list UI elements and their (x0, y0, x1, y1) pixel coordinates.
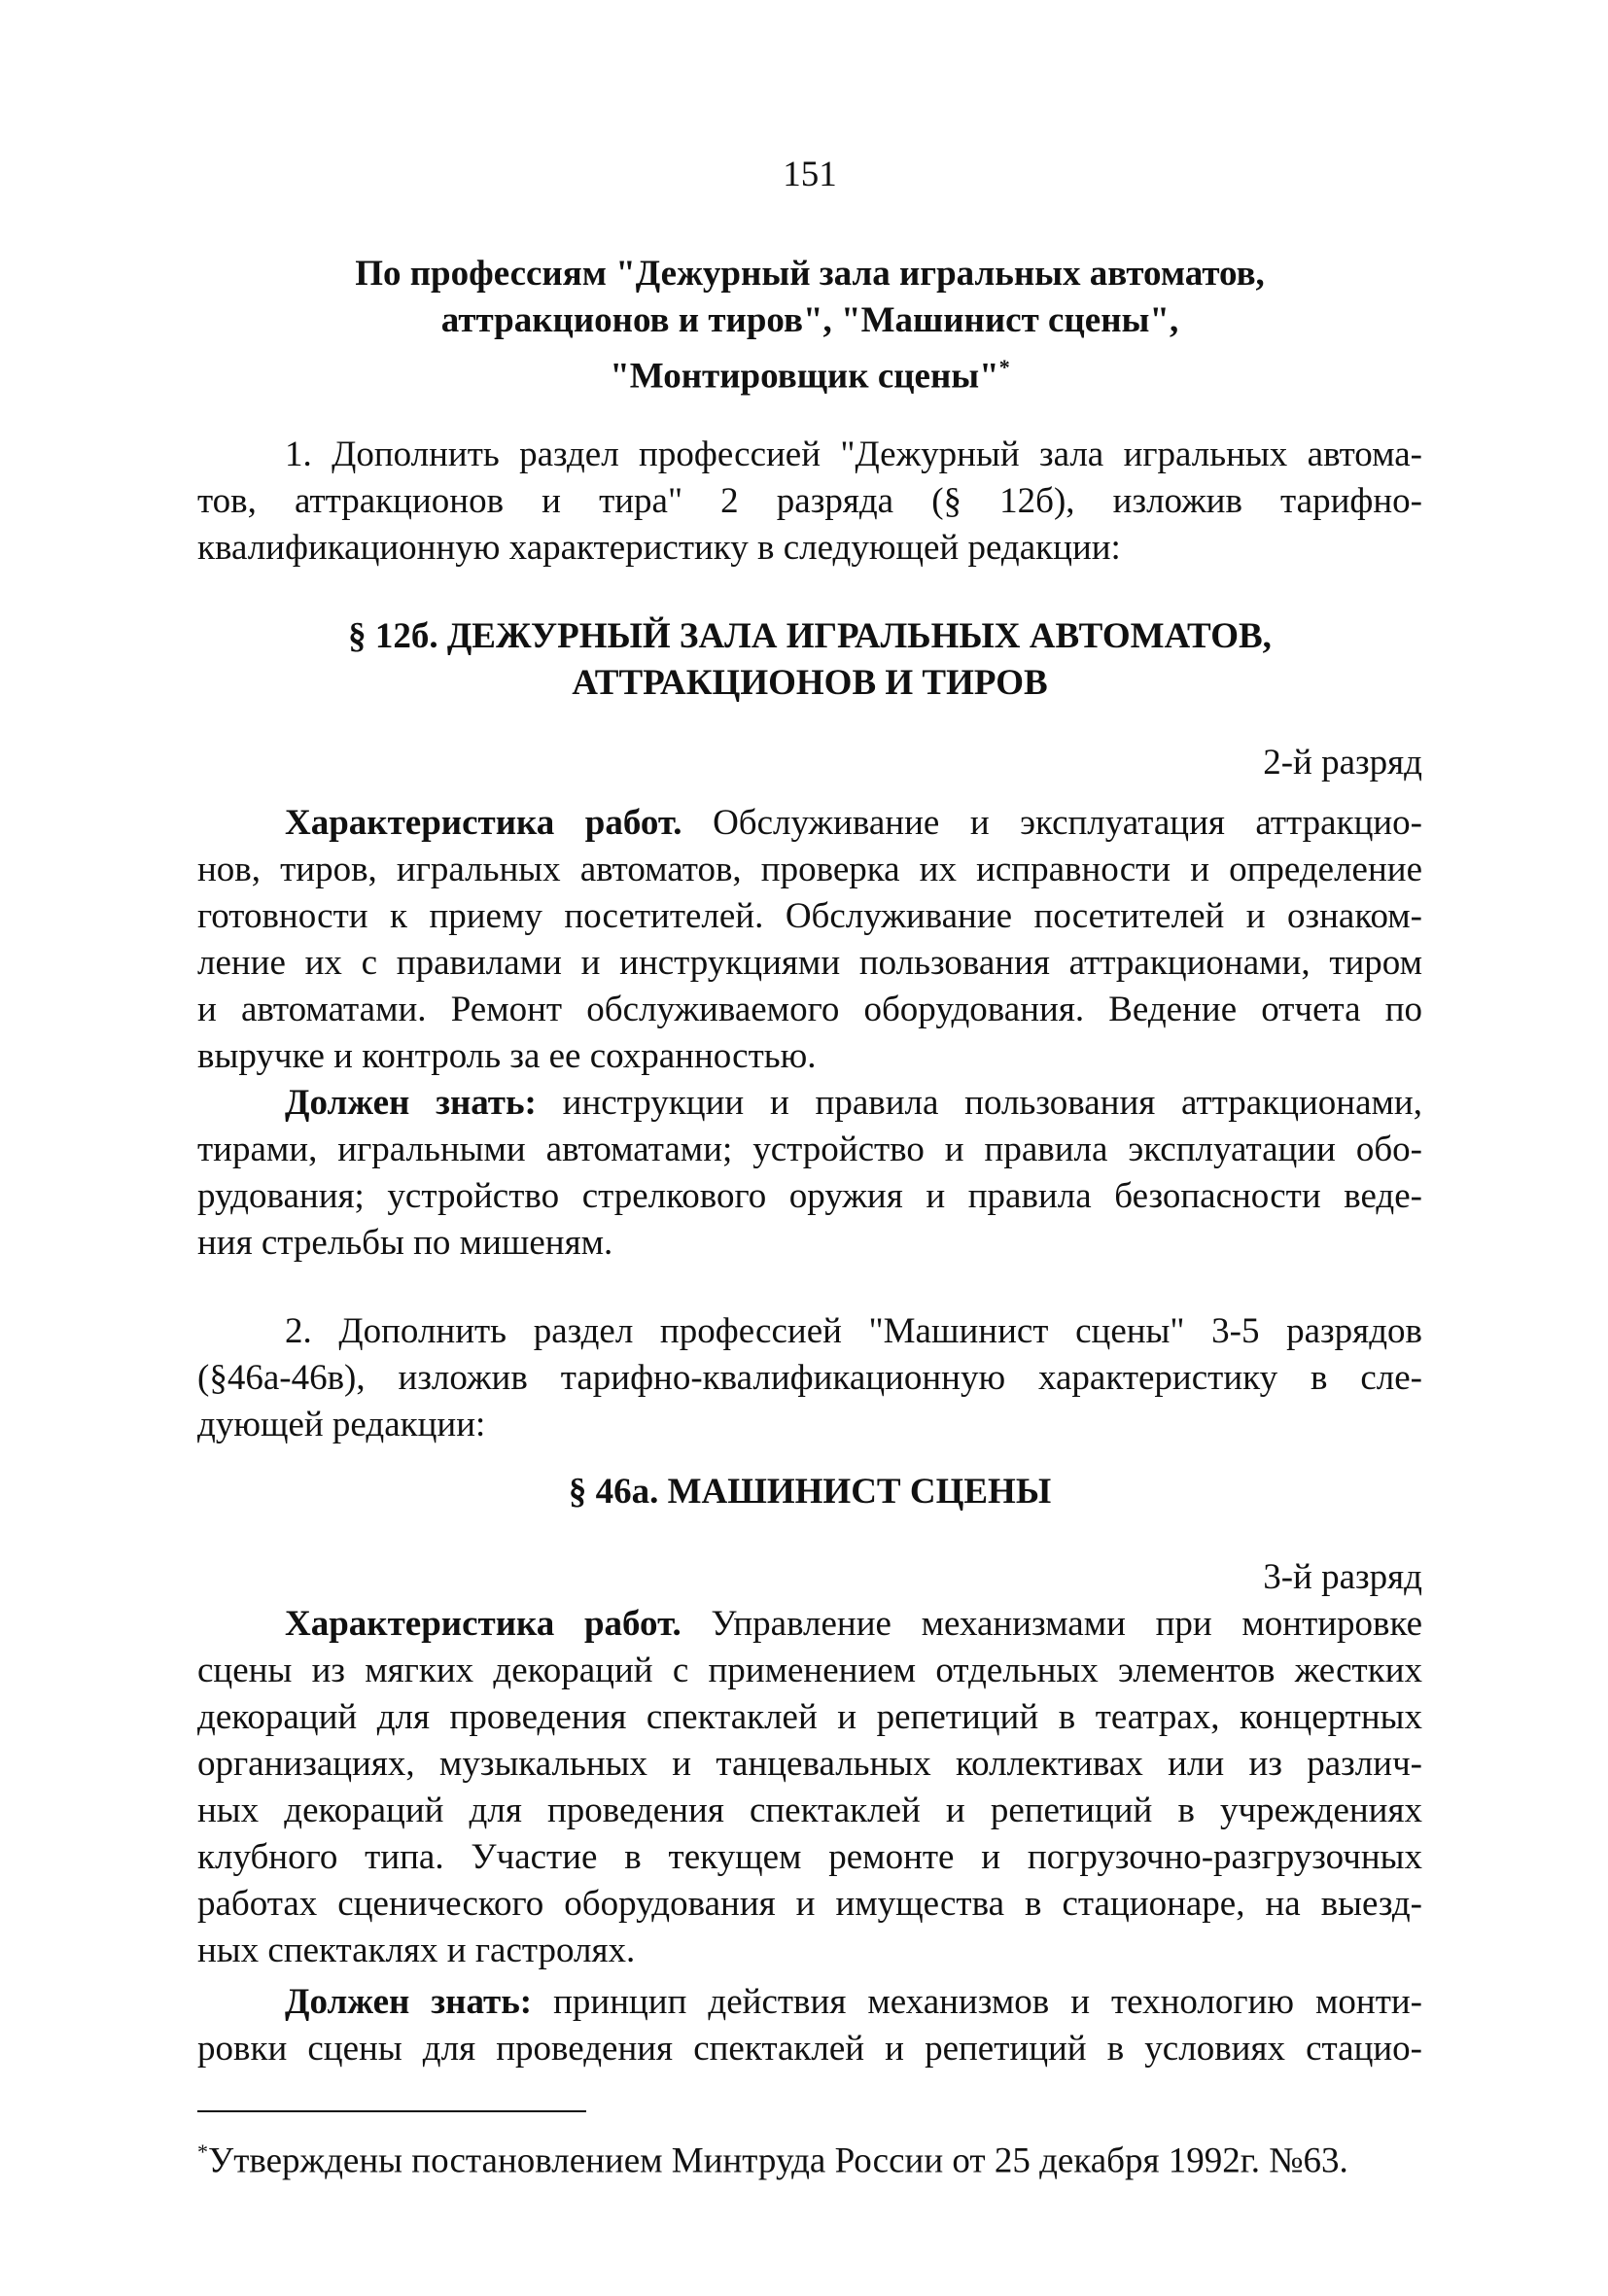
grade-3: 3-й разряд (1263, 1557, 1422, 1597)
footnote-marker: * (998, 355, 1010, 379)
page-number: 151 (783, 155, 837, 194)
grade-2: 2-й разряд (1263, 743, 1422, 783)
section-heading-12b: § 12б. ДЕЖУРНЫЙ ЗАЛА ИГРАЛЬНЫХ АВТОМАТОВ, АТТРАКЦИОНОВ И ТИРОВ (348, 616, 1272, 703)
required-knowledge-46a: Должен знать: принцип действия механизмов и технологию монти- ровки сцены для проведения спектаклей и репетиций в условиях стацио- (197, 1982, 1422, 2069)
work-characteristics-12b: Характеристика работ. Обслуживание и эксплуатация аттракцио- нов, тиров, игральных автоматов, проверка их исправности и определение готовности к приему посетителей. Обслуживание посетителей и ознаком- ление их с правилами и инструкциями пользования аттракционами, тиром и автоматами. Ремонт обслуживаемого оборудования. Ведение отчета по выручке и контроль за ее сохранностью. Должен знать: инструкции и правила пользования аттракционами, тирами, игральными автоматами; устройство и правила эксплуатации обо- рудования; устройство стрелкового оружия и правила безопасности веде- ния стрельбы по мишеням. (197, 803, 1422, 1263)
footnote: *Утверждены постановлением Минтруда России от 25 декабря 1992г. №63. (197, 2139, 1348, 2181)
page-title: По профессиям "Дежурный зала игральных автоматов, аттракционов и тиров", "Машинист сцены", "Монтировщик сцены"* (355, 254, 1265, 397)
section-heading-46a: § 46а. МАШИНИСТ СЦЕНЫ (568, 1472, 1052, 1512)
footnote-divider (197, 2110, 586, 2112)
work-characteristics-46a: Характеристика работ. Управление механизмами при монтировке сцены из мягких декораций с применением отдельных элементов жестких декораций для проведения спектаклей и репетиций в театрах, концертных организациях, музыкальных и танцевальных коллективах или из различ- ных декораций для проведения спектаклей и репетиций в учреждениях клубного типа. Участие в текущем ремонте и погрузочно-разгрузочных работах сценического оборудования и имущества в стационаре, на выезд- ных спектаклях и гастролях. (197, 1604, 1423, 1970)
paragraph-1: 1. Дополнить раздел профессией "Дежурный зала игральных автома- тов, аттракционов и тира" 2 разряда (§ 12б), изложив тарифно- квалификационную характеристику в следующей редакции: (197, 435, 1422, 568)
paragraph-2: 2. Дополнить раздел профессией "Машинист сцены" 3-5 разрядов (§46а-46в), изложив тарифно-квалификационную характеристику в сле- дующей редакции: (197, 1311, 1422, 1444)
